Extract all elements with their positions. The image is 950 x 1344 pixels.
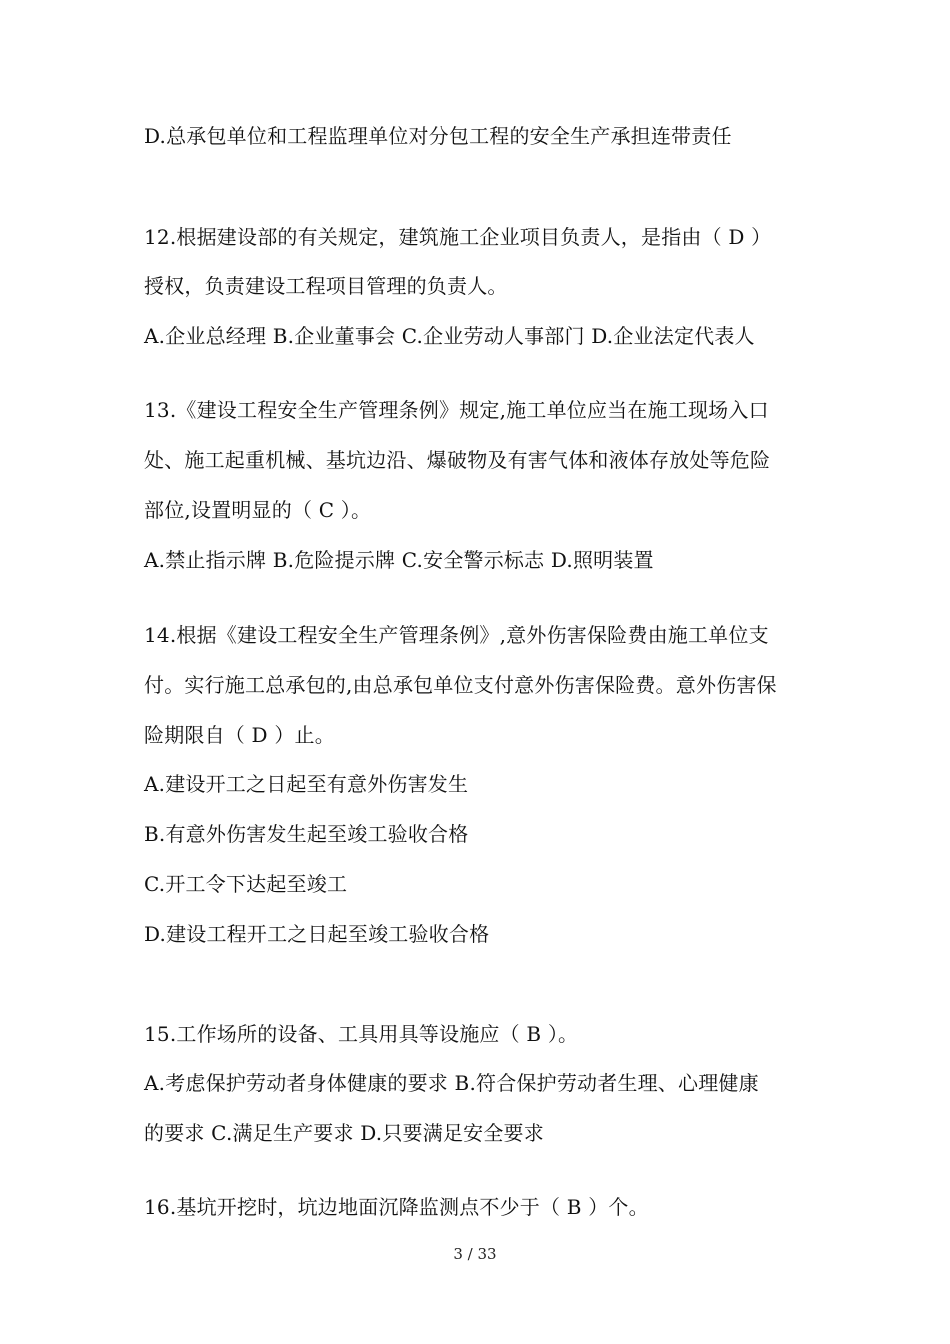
question-11-option-d: D.总承包单位和工程监理单位对分包工程的安全生产承担连带责任 <box>144 124 732 148</box>
question-14-text-line-2: 付。实行施工总承包的,由总承包单位支付意外伤害保险费。意外伤害保 <box>144 673 777 697</box>
question-12-text-line-2: 授权，负责建设工程项目管理的负责人。 <box>144 274 508 298</box>
question-14-text-line-1: 14.根据《建设工程安全生产管理条例》,意外伤害保险费由施工单位支 <box>144 623 769 647</box>
question-15-text-line-1: 15.工作场所的设备、工具用具等设施应（ B ）。 <box>144 1022 579 1046</box>
question-15-options-line-2: 的要求 C.满足生产要求 D.只要满足安全要求 <box>144 1121 544 1145</box>
question-12-options: A.企业总经理 B.企业董事会 C.企业劳动人事部门 D.企业法定代表人 <box>144 324 755 348</box>
question-12-text-line-1: 12.根据建设部的有关规定，建筑施工企业项目负责人，是指由（ D ） <box>144 225 772 249</box>
question-14-text-line-3: 险期限自（ D ）止。 <box>144 723 335 747</box>
page-number: 3 / 33 <box>453 1245 497 1263</box>
question-14-option-c: C.开工令下达起至竣工 <box>144 872 348 896</box>
question-15-options-line-1: A.考虑保护劳动者身体健康的要求 B.符合保护劳动者生理、心理健康 <box>144 1071 759 1095</box>
question-13-text-line-2: 处、施工起重机械、基坑边沿、爆破物及有害气体和液体存放处等危险 <box>144 448 771 472</box>
question-16-text-line-1: 16.基坑开挖时，坑边地面沉降监测点不少于（ B ）个。 <box>144 1195 649 1219</box>
question-13-text-line-3: 部位,设置明显的（ C ）。 <box>144 498 372 522</box>
question-14-option-d: D.建设工程开工之日起至竣工验收合格 <box>144 922 490 946</box>
question-13-text-line-1: 13.《建设工程安全生产管理条例》规定,施工单位应当在施工现场入口 <box>144 398 769 422</box>
question-13-options: A.禁止指示牌 B.危险提示牌 C.安全警示标志 D.照明装置 <box>144 548 654 572</box>
question-14-option-b: B.有意外伤害发生起至竣工验收合格 <box>144 822 469 846</box>
question-14-option-a: A.建设开工之日起至有意外伤害发生 <box>144 772 469 796</box>
